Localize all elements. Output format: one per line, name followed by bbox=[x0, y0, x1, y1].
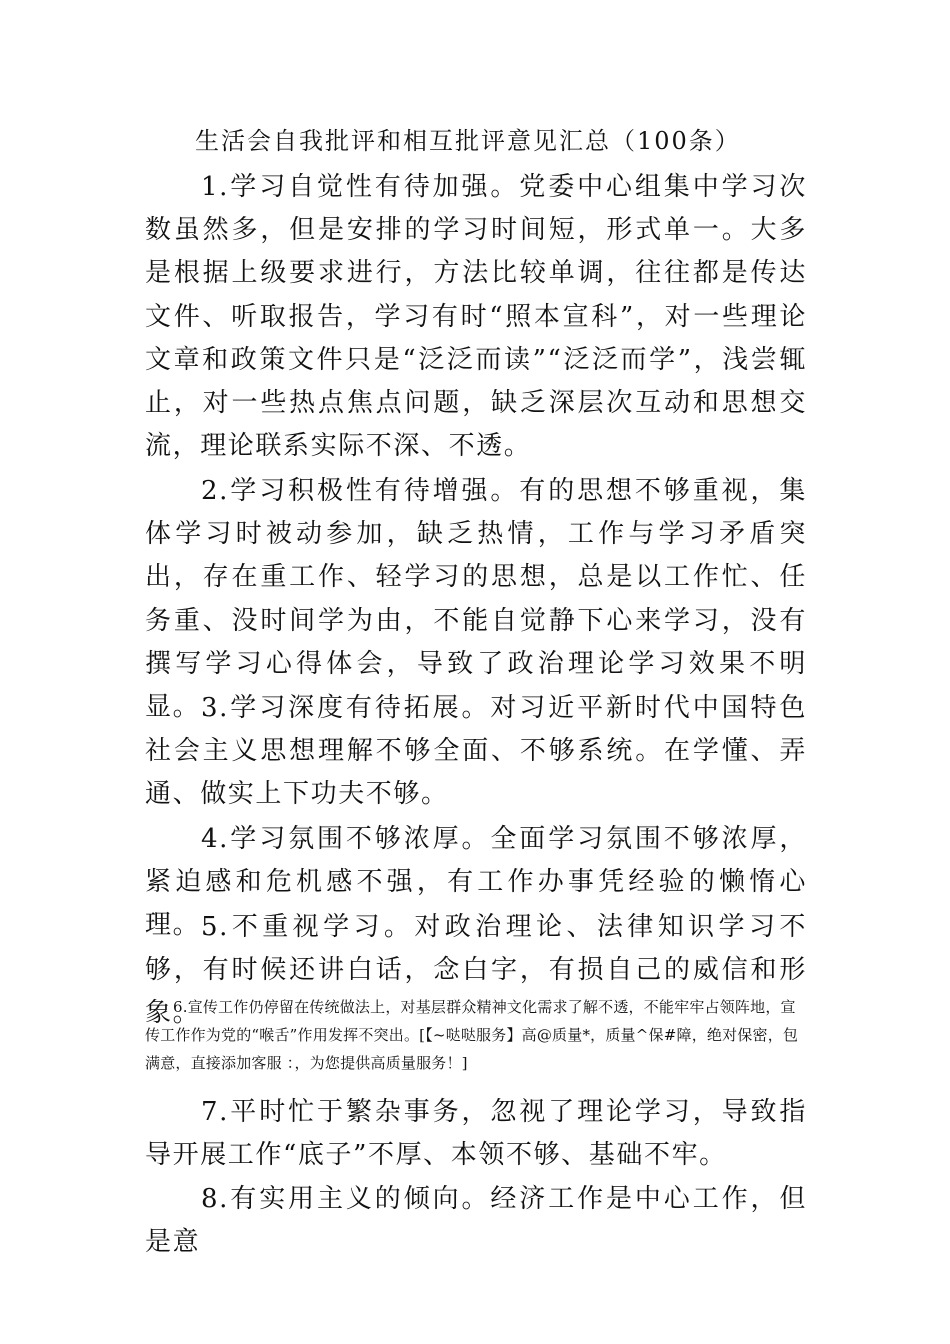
paragraph-5: 5.不重视学习。对政治理论、法律知识学习不够，有时候还讲白话，念白字，有损自己的威信和形象。 bbox=[145, 912, 807, 1029]
paragraph-2: 2.学习积极性有待增强。有的思想不够重视，集体学习时被动参加，缺乏热情，工作与学习矛盾突出，存在重工作、轻学习的思想，总是以工作忙、任务重、没时间学为由，不能自觉静下心来学习，没有撰写学习心得体会，导致了政治理论学习效果不明显。 bbox=[145, 476, 807, 723]
paragraph-6-small: 6.宣传工作仍停留在传统做法上，对基层群众精神文化需求了解不透，不能牢牢占领阵地，宣传工作作为党的“喉舌”作用发挥不突出。[【~哒哒服务】高@质量*，质量^保#障，绝对保密，包满意，直接添加客服 ：，为您提供高质量服务！] bbox=[145, 998, 799, 1072]
paragraph-3: 3.学习深度有待拓展。对习近平新时代中国特色社会主义思想理解不够全面、不够系统。在学懂、弄通、做实上下功夫不够。 bbox=[145, 693, 807, 810]
document-title: 生活会自我批评和相互批评意见汇总（100条） bbox=[195, 127, 741, 155]
paragraph-7: 7.平时忙于繁杂事务，忽视了理论学习，导致指导开展工作“底子”不厚、本领不够、基础不牢。 bbox=[145, 1097, 807, 1171]
paragraph-1: 1.学习自觉性有待加强。党委中心组集中学习次数虽然多，但是安排的学习时间短，形式单一。大多是根据上级要求进行，方法比较单调，往往都是传达文件、听取报告，学习有时“照本宣科”，对一些理论文章和政策文件只是“泛泛而读”“泛泛而学”，浅尝辄止，对一些热点焦点问题，缺乏深层次互动和思想交流，理论联系实际不深、不透。 bbox=[145, 172, 808, 462]
paragraph-4: 4.学习氛围不够浓厚。全面学习氛围不够浓厚，紧迫感和危机感不强，有工作办事凭经验的懒惰心理。 bbox=[145, 824, 807, 941]
paragraph-8: 8.有实用主义的倾向。经济工作是中心工作，但是意 bbox=[145, 1184, 807, 1258]
